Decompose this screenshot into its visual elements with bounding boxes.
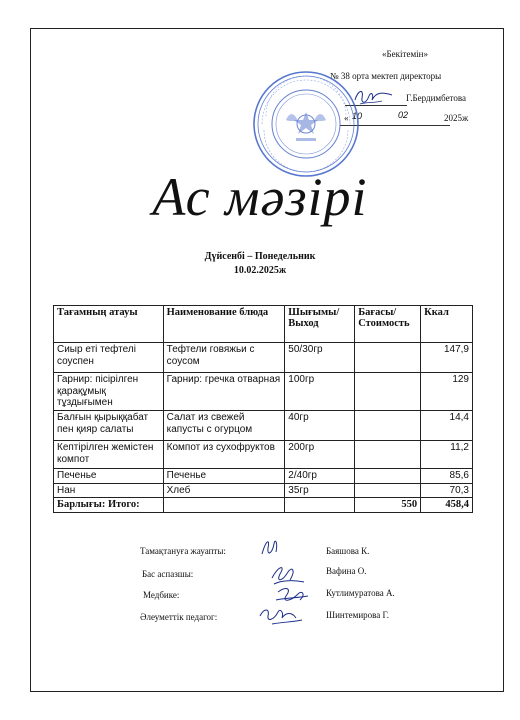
cell-portion: 35гр — [285, 483, 355, 498]
cell-price — [355, 469, 421, 484]
cell-dish-kz: Балғын қырыққабат пен қияр салаты — [54, 411, 164, 441]
approval-date-quote: « — [344, 113, 349, 123]
staff-role: Тамақтануға жауапты: — [140, 546, 226, 556]
cell-dish-ru: Компот из сухофруктов — [163, 441, 285, 469]
cell-kcal: 11,2 — [421, 441, 473, 469]
cell-kcal: 129 — [421, 373, 473, 411]
cell-portion: 40гр — [285, 411, 355, 441]
approval-date-month: 02 — [398, 110, 409, 120]
cell-dish-ru: Тефтели говяжьи с соусом — [163, 343, 285, 373]
cell-dish-kz: Нан — [54, 483, 164, 498]
day-title: Дүйсенбі – Понедельник — [204, 251, 316, 262]
cell-portion: 2/40гр — [285, 469, 355, 484]
header-kcal: Ккал — [421, 306, 473, 343]
cell-dish-ru: Салат из свежей капусты с огурцом — [163, 411, 285, 441]
approval-title: «Бекітемін» — [382, 49, 428, 59]
table-row — [54, 483, 473, 498]
staff-name: Баяшова К. — [326, 546, 370, 556]
staff-role: Бас аспазшы: — [142, 569, 194, 579]
header-dish-ru: Наименование блюда — [163, 306, 285, 343]
cell-kcal: 70,3 — [421, 483, 473, 498]
staff-name: Шинтемирова Г. — [326, 610, 389, 620]
table-row — [54, 343, 473, 373]
table-row — [54, 411, 473, 441]
cell-price — [355, 483, 421, 498]
total-empty — [163, 498, 285, 513]
table-row — [54, 441, 473, 469]
header-dish-kz: Тағамның атауы — [54, 306, 164, 343]
page-title: Ас мәзірі — [152, 167, 368, 227]
cell-price — [355, 373, 421, 411]
menu-table — [53, 305, 473, 513]
approval-school: № 38 орта мектеп директоры — [330, 71, 442, 81]
cell-dish-ru: Хлеб — [163, 483, 285, 498]
total-row — [54, 498, 473, 513]
cell-portion: 200гр — [285, 441, 355, 469]
cell-dish-kz: Гарнир: пісірілген қарақұмық тұздығымен — [54, 373, 164, 411]
cell-kcal: 147,9 — [421, 343, 473, 373]
cell-price — [355, 411, 421, 441]
approval-date-year: 2025ж — [444, 113, 469, 123]
header-portion: Шығымы/ Выход — [285, 306, 355, 343]
total-kcal: 458,4 — [421, 498, 473, 513]
total-empty — [285, 498, 355, 513]
cell-portion: 50/30гр — [285, 343, 355, 373]
table-header-row — [54, 306, 473, 343]
table-row — [54, 469, 473, 484]
table-row — [54, 373, 473, 411]
cell-dish-kz: Печенье — [54, 469, 164, 484]
cell-dish-kz: Кептірілген жемістен компот — [54, 441, 164, 469]
header-price: Бағасы/ Стоимость — [355, 306, 421, 343]
staff-role: Әлеуметтік педагог: — [140, 612, 218, 622]
approval-signer: Г.Бердимбетова — [406, 93, 466, 103]
cell-price — [355, 343, 421, 373]
menu-date: 10.02.2025ж — [233, 265, 287, 276]
cell-dish-kz: Сиыр еті тефтелі соуспен — [54, 343, 164, 373]
cell-portion: 100гр — [285, 373, 355, 411]
cell-kcal: 14,4 — [421, 411, 473, 441]
staff-name: Кутлимуратова А. — [326, 588, 395, 598]
approval-date-day: 10 — [352, 111, 363, 121]
staff-name: Вафина О. — [326, 566, 367, 576]
school-stamp — [252, 70, 363, 178]
cell-dish-ru: Печенье — [163, 469, 285, 484]
cell-dish-ru: Гарнир: гречка отварная — [163, 373, 285, 411]
cell-price — [355, 441, 421, 469]
cell-kcal: 85,6 — [421, 469, 473, 484]
total-label: Барлығы: Итого: — [54, 498, 164, 513]
total-price: 550 — [355, 498, 421, 513]
staff-role: Медбике: — [143, 590, 180, 600]
staff-signatures — [252, 534, 322, 630]
